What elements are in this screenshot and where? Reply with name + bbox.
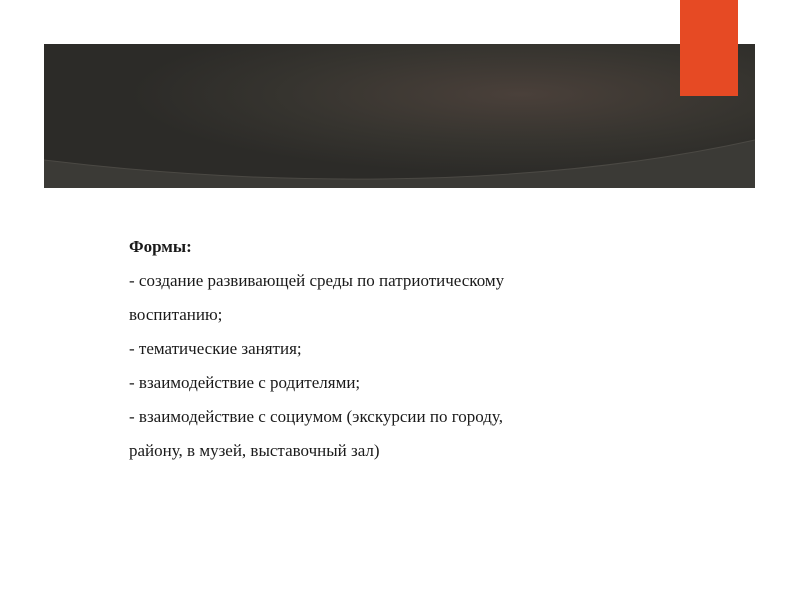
content-line: - взаимодействие с социумом (экскурсии по городу, (129, 407, 503, 426)
slide-content (129, 230, 689, 468)
accent-tab (680, 0, 738, 96)
content-heading: Формы: (129, 237, 192, 256)
content-line: воспитанию; (129, 305, 223, 324)
content-line: - создание развивающей среды по патриотическому (129, 271, 505, 290)
content-line: - тематические занятия; (129, 339, 302, 358)
content-line: району, в музей, выставочный зал) (129, 441, 380, 460)
content-line: - взаимодействие с родителями; (129, 373, 361, 392)
